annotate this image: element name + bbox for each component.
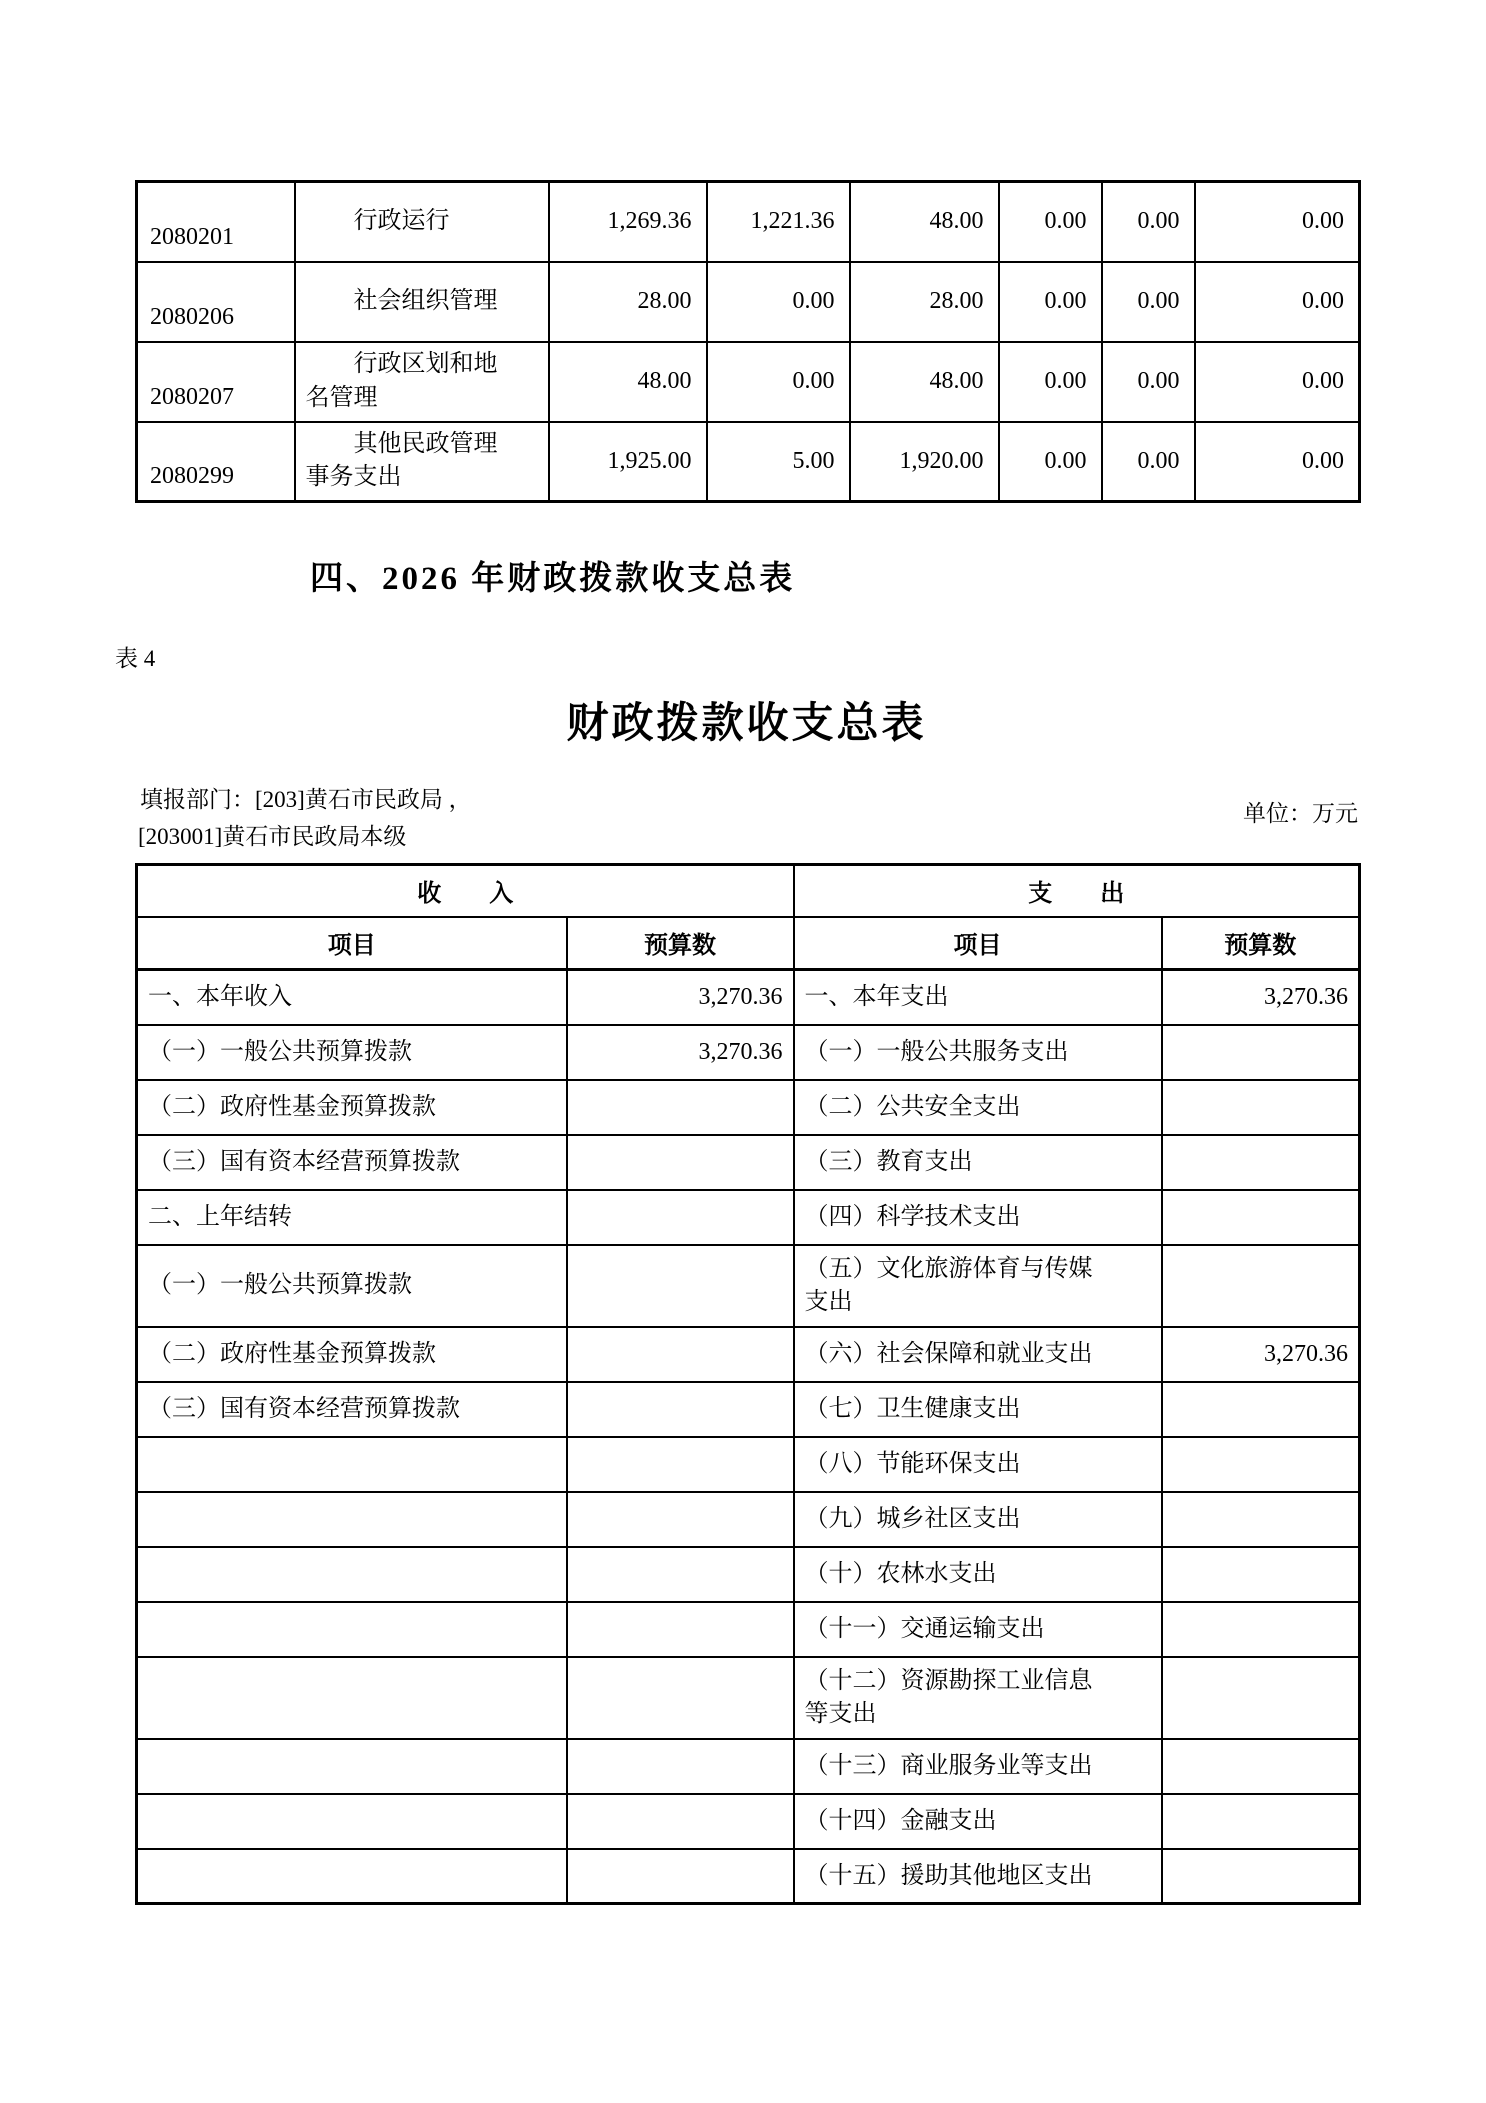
expense-item: （五）文化旅游体育与传媒支出 [794, 1245, 1162, 1327]
section-heading: 四、2026 年财政拨款收支总表 [310, 561, 796, 597]
budget-amount: 1,920.00 [850, 422, 999, 502]
expense-item: （九）城乡社区支出 [794, 1492, 1162, 1547]
unit-label: 单位：万元 [1243, 801, 1358, 826]
income-item [137, 1739, 567, 1794]
summary-row [137, 1437, 1360, 1492]
income-budget-value [567, 1739, 794, 1794]
summary-row [137, 1135, 1360, 1190]
expense-budget-value [1162, 1492, 1360, 1547]
income-item: （三）国有资本经营预算拨款 [137, 1135, 567, 1190]
expense-budget-value [1162, 1080, 1360, 1135]
income-item [137, 1602, 567, 1657]
income-group-header: 收 入 [137, 865, 794, 917]
budget-amount: 48.00 [850, 182, 999, 262]
summary-row [137, 1657, 1360, 1739]
income-budget-value [567, 1245, 794, 1327]
income-budget-value [567, 1602, 794, 1657]
income-item: （二）政府性基金预算拨款 [137, 1327, 567, 1382]
summary-row [137, 1245, 1360, 1327]
expense-budget-value [1162, 1190, 1360, 1245]
summary-header-row-columns [137, 917, 1360, 970]
income-budget-value [567, 1080, 794, 1135]
expense-budget-value [1162, 1025, 1360, 1080]
functional-budget-continuation-table [135, 180, 1361, 503]
expense-budget-value: 3,270.36 [1162, 1327, 1360, 1382]
report-department-line2: [203001]黄石市民政局本级 [138, 824, 407, 849]
budget-amount: 1,269.36 [549, 182, 707, 262]
expense-budget-value [1162, 1657, 1360, 1739]
budget-amount: 5.00 [707, 422, 850, 502]
budget-code: 2080201 [137, 182, 295, 262]
summary-row [137, 1739, 1360, 1794]
budget-item-name: 其他民政管理事务支出 [295, 422, 549, 502]
summary-row [137, 970, 1360, 1025]
income-item [137, 1437, 567, 1492]
income-item [137, 1492, 567, 1547]
summary-row [137, 1382, 1360, 1437]
budget-code: 2080206 [137, 262, 295, 342]
income-item-header: 项目 [137, 917, 567, 970]
expense-item: （十五）援助其他地区支出 [794, 1849, 1162, 1904]
expense-budget-value [1162, 1437, 1360, 1492]
budget-amount: 0.00 [1195, 422, 1360, 502]
income-budget-value [567, 1657, 794, 1739]
income-budget-value [567, 1135, 794, 1190]
budget-amount: 48.00 [549, 342, 707, 422]
expense-item: （一）一般公共服务支出 [794, 1025, 1162, 1080]
expense-item-header: 项目 [794, 917, 1162, 970]
expense-budget-value: 3,270.36 [1162, 970, 1360, 1025]
income-item [137, 1657, 567, 1739]
budget-amount: 1,221.36 [707, 182, 850, 262]
budget-amount: 0.00 [999, 342, 1102, 422]
budget-amount: 0.00 [707, 262, 850, 342]
summary-row [137, 1492, 1360, 1547]
expense-item: （十三）商业服务业等支出 [794, 1739, 1162, 1794]
expense-item: （十二）资源勘探工业信息等支出 [794, 1657, 1162, 1739]
expense-budget-value [1162, 1794, 1360, 1849]
report-department-line1: 填报部门：[203]黄石市民政局 ， [140, 787, 472, 812]
income-item: （一）一般公共预算拨款 [137, 1025, 567, 1080]
budget-amount: 0.00 [1195, 182, 1360, 262]
income-budget-value: 3,270.36 [567, 970, 794, 1025]
summary-row [137, 1080, 1360, 1135]
income-item: （二）政府性基金预算拨款 [137, 1080, 567, 1135]
budget-amount: 48.00 [850, 342, 999, 422]
budget-amount: 0.00 [1102, 182, 1195, 262]
continuation-table-body [137, 182, 1360, 502]
expense-item: （四）科学技术支出 [794, 1190, 1162, 1245]
table-number-label: 表 4 [115, 646, 156, 671]
income-budget-value [567, 1437, 794, 1492]
budget-amount: 1,925.00 [549, 422, 707, 502]
expense-budget-value [1162, 1849, 1360, 1904]
expense-item: （七）卫生健康支出 [794, 1382, 1162, 1437]
budget-code: 2080207 [137, 342, 295, 422]
expense-budget-value [1162, 1382, 1360, 1437]
income-budget-value [567, 1492, 794, 1547]
summary-row [137, 1327, 1360, 1382]
expense-item: （二）公共安全支出 [794, 1080, 1162, 1135]
expense-item: （十一）交通运输支出 [794, 1602, 1162, 1657]
budget-code-row [137, 182, 1360, 262]
budget-amount: 0.00 [999, 422, 1102, 502]
budget-code-row [137, 422, 1360, 502]
income-budget-value: 3,270.36 [567, 1025, 794, 1080]
budget-item-name: 行政运行 [295, 182, 549, 262]
summary-row [137, 1547, 1360, 1602]
income-budget-value [567, 1794, 794, 1849]
income-budget-value [567, 1382, 794, 1437]
budget-amount: 0.00 [707, 342, 850, 422]
budget-item-name: 社会组织管理 [295, 262, 549, 342]
budget-code-row [137, 262, 1360, 342]
income-item: （一）一般公共预算拨款 [137, 1245, 567, 1327]
income-budget-value [567, 1849, 794, 1904]
summary-row [137, 1602, 1360, 1657]
expense-budget-value [1162, 1135, 1360, 1190]
summary-header-row-groups [137, 865, 1360, 917]
income-item: 二、上年结转 [137, 1190, 567, 1245]
expense-group-header: 支 出 [794, 865, 1360, 917]
page-title: 财政拨款收支总表 [566, 701, 927, 747]
summary-row [137, 1025, 1360, 1080]
income-budget-header: 预算数 [567, 917, 794, 970]
budget-code-row [137, 342, 1360, 422]
income-item: （三）国有资本经营预算拨款 [137, 1382, 567, 1437]
income-item [137, 1794, 567, 1849]
budget-amount: 0.00 [1195, 262, 1360, 342]
income-item [137, 1547, 567, 1602]
expense-item: （十）农林水支出 [794, 1547, 1162, 1602]
income-budget-value [567, 1547, 794, 1602]
expense-budget-header: 预算数 [1162, 917, 1360, 970]
budget-amount: 0.00 [1102, 342, 1195, 422]
expense-item: （十四）金融支出 [794, 1794, 1162, 1849]
budget-amount: 0.00 [1102, 262, 1195, 342]
expense-budget-value [1162, 1547, 1360, 1602]
expense-item: （六）社会保障和就业支出 [794, 1327, 1162, 1382]
budget-item-name: 行政区划和地名管理 [295, 342, 549, 422]
income-budget-value [567, 1190, 794, 1245]
summary-table-body [137, 970, 1360, 1904]
expense-budget-value [1162, 1602, 1360, 1657]
expense-budget-value [1162, 1739, 1360, 1794]
fiscal-appropriation-summary-table [135, 863, 1361, 1905]
income-item: 一、本年收入 [137, 970, 567, 1025]
expense-item: 一、本年支出 [794, 970, 1162, 1025]
income-budget-value [567, 1327, 794, 1382]
income-item [137, 1849, 567, 1904]
expense-budget-value [1162, 1245, 1360, 1327]
budget-amount: 28.00 [549, 262, 707, 342]
budget-amount: 0.00 [1195, 342, 1360, 422]
budget-amount: 0.00 [999, 182, 1102, 262]
summary-row [137, 1190, 1360, 1245]
expense-item: （三）教育支出 [794, 1135, 1162, 1190]
summary-row [137, 1794, 1360, 1849]
summary-row [137, 1849, 1360, 1904]
expense-item: （八）节能环保支出 [794, 1437, 1162, 1492]
budget-code: 2080299 [137, 422, 295, 502]
budget-amount: 0.00 [999, 262, 1102, 342]
budget-amount: 0.00 [1102, 422, 1195, 502]
budget-amount: 28.00 [850, 262, 999, 342]
